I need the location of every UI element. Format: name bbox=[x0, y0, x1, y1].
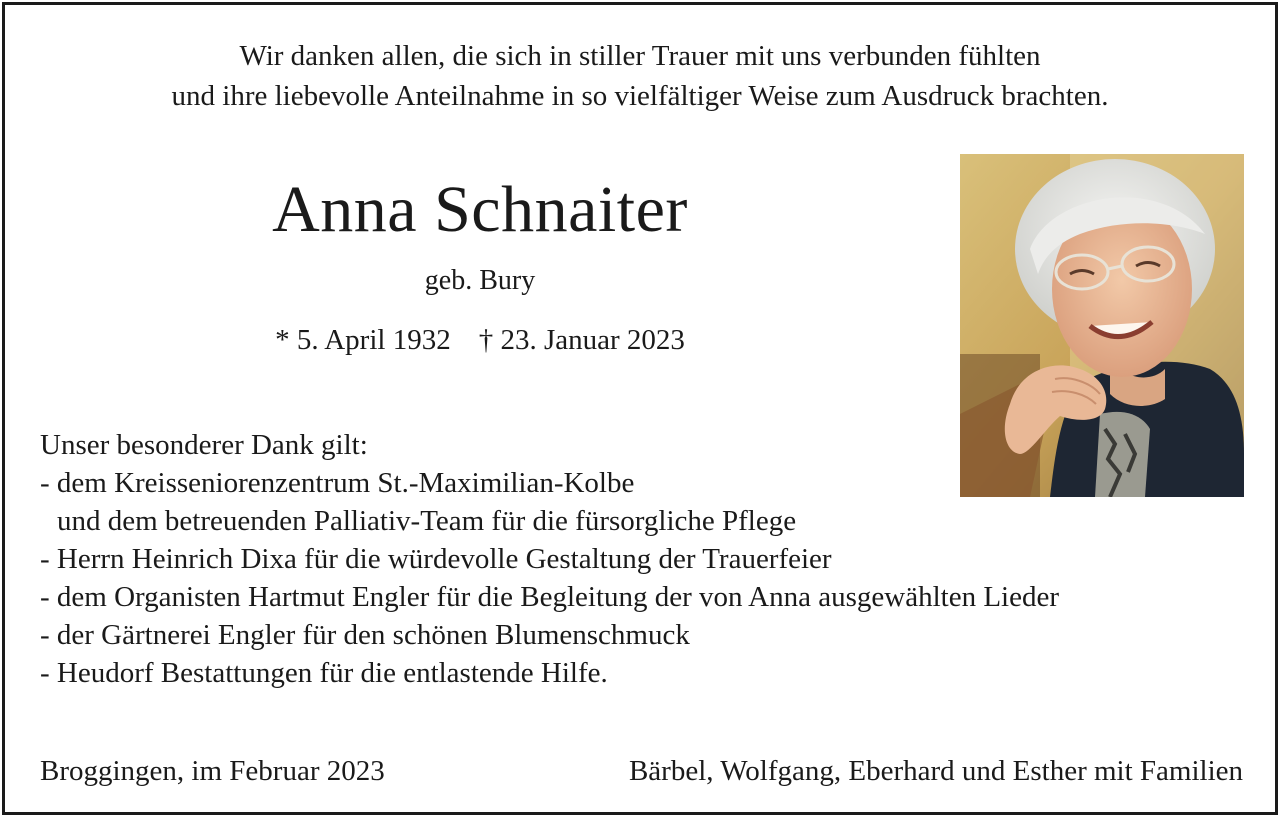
thanks-line: - Heudorf Bestattungen für die entlastende Hilfe. bbox=[40, 657, 608, 689]
thanks-line: - der Gärtnerei Engler für den schönen Blumenschmuck bbox=[40, 619, 690, 651]
intro-line-1: Wir danken allen, die sich in stiller Trauer mit uns verbunden fühlten bbox=[239, 40, 1041, 72]
thanks-list bbox=[40, 426, 1059, 692]
thanks-line: und dem betreuenden Palliativ-Team für die fürsorgliche Pflege bbox=[57, 505, 797, 537]
life-dates bbox=[100, 320, 860, 360]
thanks-line: - dem Kreisseniorenzentrum St.-Maximilian-Kolbe bbox=[40, 467, 635, 499]
thanks-heading: Unser besonderer Dank gilt: bbox=[40, 429, 368, 461]
intro-text bbox=[0, 36, 1280, 116]
thanks-line: - dem Organisten Hartmut Engler für die Begleitung der von Anna ausgewählten Lieder bbox=[40, 581, 1059, 613]
birth-name: geb. Bury bbox=[424, 265, 536, 296]
thanks-line: - Herrn Heinrich Dixa für die würdevolle Gestaltung der Trauerfeier bbox=[40, 543, 832, 575]
place-date: Broggingen, im Februar 2023 bbox=[40, 755, 385, 787]
signatories: Bärbel, Wolfgang, Eberhard und Esther mit Familien bbox=[628, 755, 1243, 787]
deceased-name: Anna Schnaiter bbox=[272, 173, 688, 246]
death-date: † 23. Januar 2023 bbox=[478, 324, 685, 356]
intro-line-2: und ihre liebevolle Anteilnahme in so vielfältiger Weise zum Ausdruck brachten. bbox=[171, 80, 1109, 112]
birth-date: * 5. April 1932 bbox=[275, 324, 451, 356]
